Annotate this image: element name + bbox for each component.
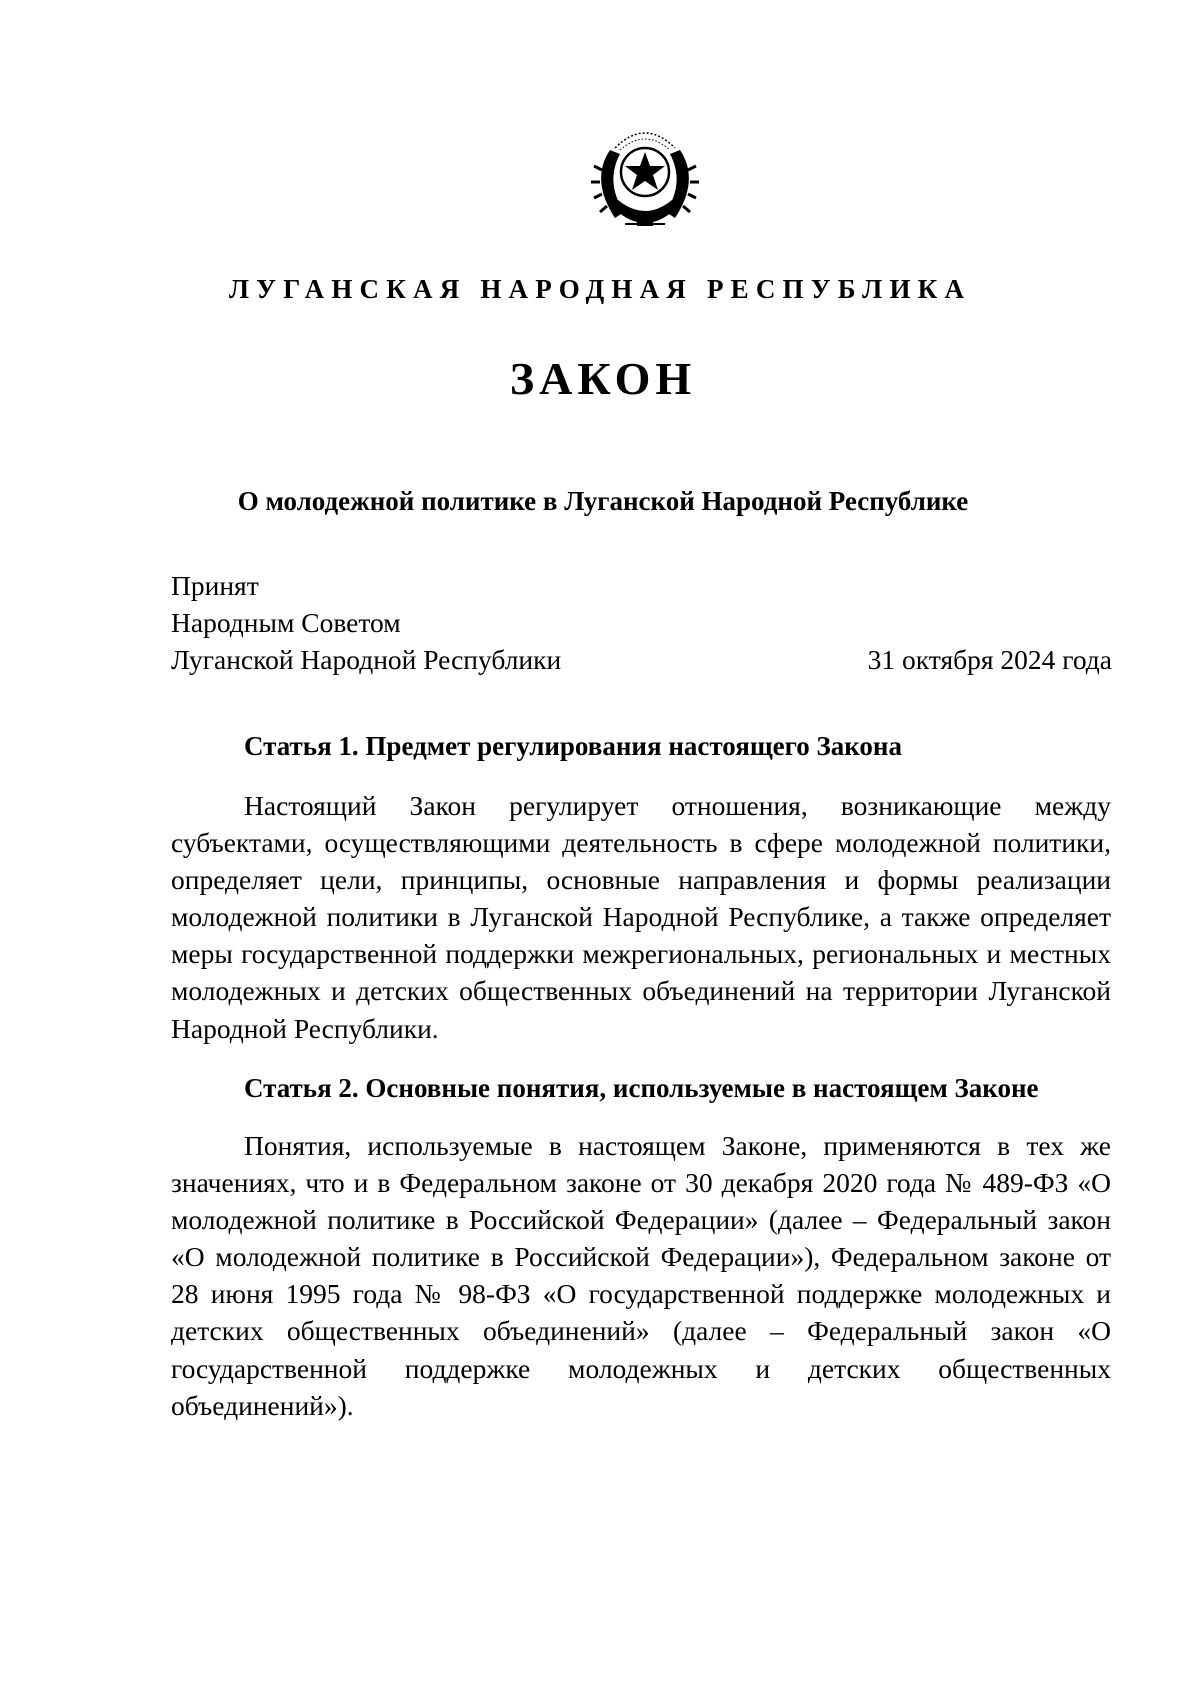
republic-name: ЛУГАНСКАЯ НАРОДНАЯ РЕСПУБЛИКА	[228, 274, 972, 304]
article-2-heading: Статья 2. Основные понятия, используемые в настоящем Законе	[244, 1073, 1039, 1103]
article-1-heading: Статья 1. Предмет регулирования настоящего Закона	[244, 731, 902, 761]
adoption-block	[171, 567, 561, 678]
adoption-line-2: Народным Советом	[171, 607, 401, 638]
adoption-line-1: Принят	[171, 570, 259, 601]
article-1-text: Настоящий Закон регулирует отношения, возникающие между субъектами, осуществляющими деятельность в сфере молодежной политики, определяет цели, принципы, основные направления и формы реализации молодежной политики в Луганской Народной Республике, а также определяет меры государственной поддержки межрегиональных, региональных и местных молодежных и детских общественных объединений на территории Луганской Народной Республики.	[171, 790, 1111, 1044]
law-subject-title: О молодежной политике в Луганской Народной Республике	[237, 486, 969, 516]
adoption-line-3: Луганской Народной Республики	[171, 644, 562, 675]
document-type-title: ЗАКОН	[509, 353, 697, 404]
coat-of-arms-emblem-icon	[580, 120, 710, 240]
adoption-date: 31 октября 2024 года	[867, 644, 1112, 675]
article-2-text: Понятия, используемые в настоящем Законе, применяются в тех же значениях, что и в Федеральном законе от 30 декабря 2020 года № 489-ФЗ «О молодежной политике в Российской Федерации» (далее – Федеральный закон «О молодежной политике в Российской Федерации»), Федеральном законе от 28 июня 1995 года № 98-ФЗ «О государственной поддержке молодежных и детских общественных объединений» (далее – Федеральный закон «О государственной поддержке молодежных и детских общественных объединений»).	[171, 1130, 1111, 1421]
